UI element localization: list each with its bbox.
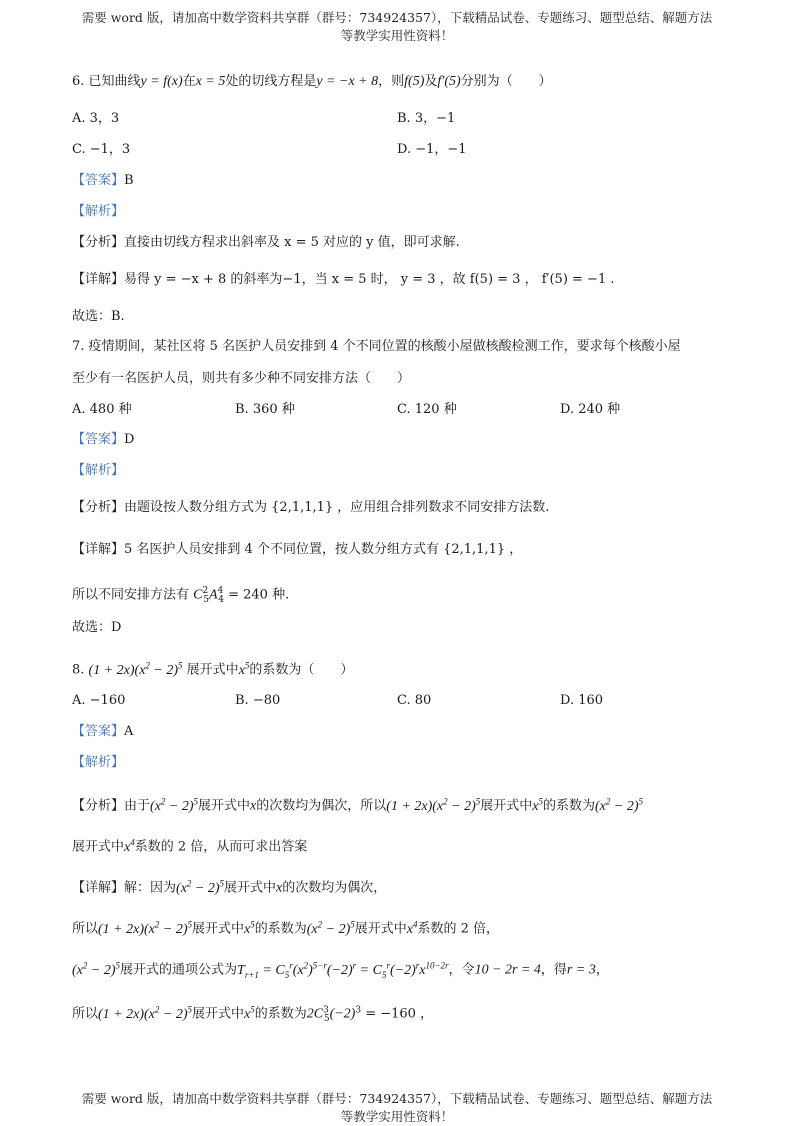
q8-math-coefficient: 2C <box>306 1006 324 1022</box>
q8-text: 系数的 2 倍， <box>417 921 500 937</box>
q6-option-b: B. 3，−1 <box>397 111 456 126</box>
q6-math-tangent: y = −x + 8 <box>316 74 379 89</box>
q8-text: 所以 <box>72 1006 99 1022</box>
q8-math: $(1 + 2x)(x^2 - 2)^5$ <box>98 1004 192 1022</box>
q8-math: $(x^2 - 2)^5$ <box>595 796 644 814</box>
q8-text: 的次数均为偶次，所以 <box>256 798 387 814</box>
q8-detail-3 <box>72 956 609 983</box>
q7-detail-text: 5 名医护人员安排到 4 个不同位置，按人数分组方式有 {2,1,1,1} ， <box>124 542 523 557</box>
footer-line-1: 需要 word 版，请加高中数学资料共享群（群号：734924357），下载精品试卷、专题练习、题型总结、解题方法 <box>81 1091 713 1106</box>
q8-option-d: D. 160 <box>560 693 604 708</box>
q7-math-combination: C <box>193 587 203 603</box>
q8-math: x <box>276 880 283 896</box>
q8-text: 展开式中 <box>480 798 533 814</box>
q8-text: ，令 <box>448 962 475 978</box>
q6-stem <box>72 73 552 91</box>
q8-text: 所以 <box>72 921 99 937</box>
q6-analysis-header: 【解析】 <box>72 204 125 219</box>
q8-text: 的系数为 <box>254 921 307 937</box>
analysis-tag: 【分析】 <box>72 798 125 814</box>
q7-analysis <box>72 499 549 517</box>
q8-text: 展开式的通项公式为 <box>120 962 238 978</box>
q6-stem-text: 分别为（ ） <box>460 74 552 89</box>
q7-analysis-header: 【解析】 <box>72 463 125 478</box>
q7-detail-2-result: = 240 种. <box>223 587 290 603</box>
header-line-2: 等教学实用性资料！ <box>340 28 454 43</box>
q8-math: $(x^2 - 2)^5$ <box>72 960 120 978</box>
q8-detail-4: 所以$(1 + 2x)(x^2 - 2)^5$展开式中$x^5$的系数为$2C^3_5(-2)^3 = -160$ ， <box>72 1004 434 1025</box>
header-line-1: 需要 word 版，请加高中数学资料共享群（群号：734924357），下载精品试卷、专题练习、题型总结、解题方法 <box>81 10 713 25</box>
q6-math-x: x = 5 <box>195 74 226 89</box>
q7-answer <box>72 431 134 449</box>
q6-answer <box>72 172 134 190</box>
q6-detail-text: 易得 y = −x + 8 的斜率为−1，当 x = 5 时， y = 3 ，故 f(5) = 3 ， f′(5) = −1 . <box>124 272 615 287</box>
footer-line-2: 等教学实用性资料！ <box>340 1109 454 1124</box>
header-banner <box>0 9 794 45</box>
q8-math-x5: $x^5$ <box>238 660 250 678</box>
q7-option-c: C. 120 种 <box>397 402 457 417</box>
q6-math-f5: f(5) <box>404 74 425 89</box>
q6-conclusion: 故选：B. <box>72 309 125 324</box>
q8-stem: 8. $(1 + 2x)(x^2 - 2)^5$ 展开式中$x^5$的系数为（ ） <box>72 660 354 678</box>
q6-analysis <box>72 234 460 252</box>
q6-analysis-text: 直接由切线方程求出斜率及 x = 5 对应的 y 值，即可求解. <box>124 235 460 250</box>
q8-math-power: (−2) <box>329 1006 356 1022</box>
q8-text: 展开式中 <box>354 921 407 937</box>
q7-detail-2: 所以不同安排方法有 $C^2_5A^4_4 = 240$ 种. <box>72 586 290 605</box>
q6-detail <box>72 271 614 289</box>
q8-text: 展开式中 <box>192 1006 245 1022</box>
q8-text: 展开式中 <box>192 921 245 937</box>
q8-option-c: C. 80 <box>397 693 432 708</box>
q7-option-d: D. 240 种 <box>560 402 621 417</box>
q6-option-d: D. −1，−1 <box>397 142 467 157</box>
q8-math: $x^4$ <box>406 919 418 937</box>
answer-tag: 【答案】 <box>72 432 125 447</box>
q8-analysis-1 <box>72 792 643 816</box>
q8-analysis-2 <box>72 833 307 857</box>
q8-text: 解：因为 <box>124 880 177 896</box>
detail-tag: 【详解】 <box>72 880 125 896</box>
q8-math-equation: 10 − 2r = 4 <box>474 962 541 978</box>
q8-stem-tail: 的系数为（ ） <box>249 662 354 678</box>
q8-option-b: B. −80 <box>235 693 281 708</box>
q8-detail-1 <box>72 874 386 898</box>
q8-math: $(1 + 2x)(x^2 - 2)^5$ <box>386 796 481 814</box>
q6-option-a: A. 3，3 <box>72 111 120 126</box>
answer-tag: 【答案】 <box>72 173 125 188</box>
q7-option-a: A. 480 种 <box>72 402 132 417</box>
q7-analysis-text: 由题设按人数分组方式为 {2,1,1,1} ，应用组合排列数求不同安排方法数. <box>124 500 550 515</box>
q7-detail-2-text: 所以不同安排方法有 <box>72 587 194 603</box>
q8-answer <box>72 723 133 741</box>
q8-text: 的系数为 <box>543 798 596 814</box>
analysis-tag: 【分析】 <box>72 500 125 515</box>
q7-conclusion: 故选：D <box>72 620 122 635</box>
answer-tag: 【答案】 <box>72 724 125 739</box>
q8-text: 展开式中 <box>198 798 251 814</box>
detail-tag: 【详解】 <box>72 272 125 287</box>
q6-math-fprime5: f′(5) <box>437 74 461 89</box>
q8-text: ，得 <box>540 962 567 978</box>
q8-math: $x^5$ <box>532 796 543 814</box>
q8-math: x <box>250 798 257 814</box>
q8-text: 展开式中 <box>72 839 125 855</box>
q8-text: ， <box>595 962 609 978</box>
q8-stem-text: 展开式中 <box>186 662 239 678</box>
q8-math-r: r = 3 <box>566 962 596 978</box>
q8-detail-2 <box>72 915 499 939</box>
q6-answer-value: B <box>124 173 134 188</box>
analysis-tag: 【分析】 <box>72 235 125 250</box>
q8-text: 由于 <box>124 798 151 814</box>
q8-math: $x^5$ <box>244 1004 255 1022</box>
q8-math: $x^4$ <box>124 837 135 855</box>
q6-math-curve: y = f(x) <box>140 74 183 89</box>
footer-banner <box>0 1090 794 1126</box>
q8-text: 的次数均为偶次， <box>282 880 387 896</box>
q8-option-a: A. −160 <box>72 693 126 708</box>
q7-stem-line-2: 至少有一名医护人员，则共有多少种不同安排方法（ ） <box>72 371 411 386</box>
q8-math-result: = −160 ， <box>361 1006 434 1022</box>
q6-stem-text: 6. 已知曲线 <box>72 74 141 89</box>
q8-text: 展开式中 <box>224 880 277 896</box>
q8-math: $x^5$ <box>244 919 255 937</box>
q8-answer-value: A <box>124 724 134 739</box>
q7-detail <box>72 541 522 559</box>
q7-math-arrangement: A <box>208 587 218 603</box>
q6-stem-text: 处的切线方程是 <box>225 74 317 89</box>
q8-math: $(1 + 2x)(x^2 - 2)^5$ <box>98 919 192 937</box>
q7-stem-line-1: 7. 疫情期间，某社区将 5 名医护人员安排到 4 个不同位置的核酸小屋做核酸检测工作，要求每个核酸小屋 <box>72 339 681 354</box>
q7-answer-value: D <box>124 432 135 447</box>
q8-math-general-term: $T_{r+1} = C_5^r(x^2)^{5-r}(-2)^r = C_5^r(-2)^rx^{10-2r}$ <box>237 960 449 980</box>
q8-text: 系数的 2 倍，从而可求出答案 <box>134 839 308 855</box>
q6-stem-text: 在 <box>182 74 196 89</box>
detail-tag: 【详解】 <box>72 542 125 557</box>
q6-stem-text: 及 <box>424 74 438 89</box>
q7-option-b: B. 360 种 <box>235 402 295 417</box>
q8-math: $(x^2 - 2)^5$ <box>176 878 225 896</box>
q8-text: 的系数为 <box>254 1006 307 1022</box>
q8-math: $(x^2 - 2)^5$ <box>150 796 199 814</box>
q8-math-expression: $(1 + 2x)(x^2 - 2)^5$ <box>88 660 183 678</box>
q8-analysis-header: 【解析】 <box>72 755 125 770</box>
q6-stem-text: ，则 <box>378 74 405 89</box>
q6-option-c: C. −1，3 <box>72 142 131 157</box>
q8-math: $(x^2 - 2)^5$ <box>306 919 355 937</box>
